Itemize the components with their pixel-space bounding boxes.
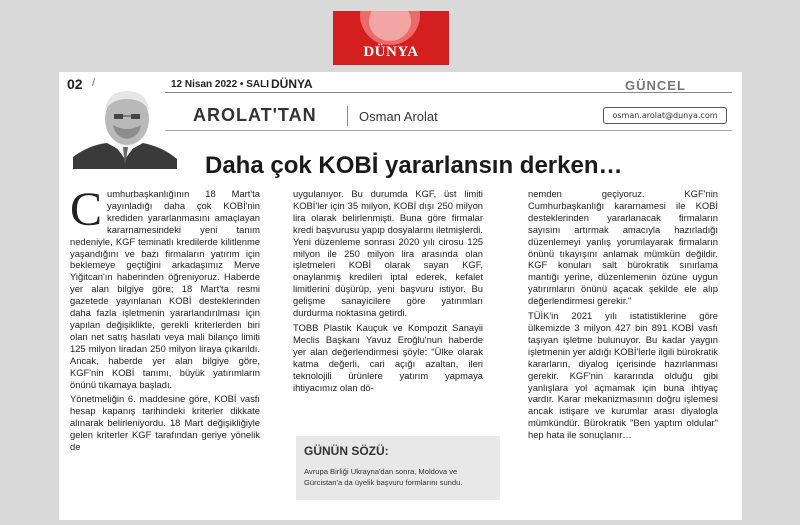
newspaper-page	[59, 72, 742, 520]
page-slash: /	[92, 77, 96, 89]
logo-text: DÜNYA	[363, 44, 419, 60]
article-column-2	[293, 188, 483, 396]
drop-cap: C	[70, 183, 103, 236]
newspaper-name: DÜNYA	[271, 77, 313, 91]
author-email: osman.arolat@dunya.com	[603, 107, 727, 124]
section-name: GÜNCEL	[625, 78, 686, 93]
paragraph: uygulanıyor. Bu durumda KGF, üst limiti KOBİ'ler için 35 milyon, KOBİ dışı 250 milyon lira olarak belirlenmişti. Buna göre firmalar kredi başvurusu yapıp dosyalarını iletmişlerdi. Yeni düzenleme sonrası 2020 yılı cirosu 125 milyon ile 250 milyon lira arasında olan işletmeleri KOBİ olarak sayan KGF, onaylanmış kredileri iptal ederek, kefalet limitlerini düşürüp, yeni başvuru istiyor. Bu gelişme sanayicilere göre yatırımları durdurma noktasına getirdi.	[293, 188, 483, 319]
column-divider	[347, 106, 348, 126]
paragraph: nemden geçiyoruz. KGF'nin Cumhurbaşkanlığı kararnamesi ile KOBİ desteklerinden yararlanacak firmaların sayısını artırmak amacıyla hazırladığı düzenlemeyi yanlış yorumlayarak firmaların önünü tıkayışını anlamak mümkün değildir. KGF konuları salt bürokratik sınırlama mantığı yerine, düzenlemenin özüne uygun yatırımların önünü açacak şekilde ele alıp değerlendirmesi gerekir."	[528, 188, 718, 307]
gunun-sozu-text: Avrupa Birliği Ukrayna'dan sonra, Moldova ve Gürcistan'a da üyelik başvuru formlarını sundu.	[304, 467, 463, 487]
article-headline: Daha çok KOBİ yararlansın derken…	[205, 152, 623, 179]
globe-icon	[360, 11, 420, 45]
paragraph	[70, 183, 260, 390]
header-rule	[165, 92, 732, 93]
paragraph: TÜİK'in 2021 yılı istatistiklerine göre ülkemizde 3 milyon 427 bin 891 KOBİ vasfı taşıyan işletme bulunuyor. Bu kadar yaygın işletmenin yer aldığı KOBİ'lerle ilgili bürokratik kararların, diyalog içerisinde hazırlanması gerekir. KGF'nin kararında olduğu gibi yanlışlara yol açmamak için buna ihtiyaç vardır. Karar mekanizmasının doğru işlemesi ancak istişare ve kurumlar arası diyalogla mümkündür. Bürokratik "Ben yaptım oldular" hep hata ile sonuçlanır…	[528, 310, 718, 441]
author-portrait-icon	[73, 87, 177, 169]
dunya-logo	[333, 11, 449, 65]
page-number: 02	[67, 76, 83, 92]
column-rule	[165, 130, 732, 131]
article-column-3	[528, 188, 718, 444]
gunun-sozu-box	[296, 436, 500, 500]
gunun-sozu-title: GÜNÜN SÖZÜ:	[304, 444, 389, 458]
column-title: AROLAT'TAN	[193, 105, 317, 125]
paragraph-text: umhurbaşkanlığının 18 Mart'ta yayınladığı daha çok KOBİ'nin krediden yararlanmasını amaçlayan kararnamesindeki yeni tanım nedeniyle, KGF teminatlı kredilerde kilitlenme yaşandığını ve bazı firmaların yatırım için beklemeye geçtiğini arkadaşımız Merve Yiğitcan'ın haberinden öğreniyoruz. Haberde yer alan bilgiye göre; 18 Mart'ta resmi gazetede yayınlanan KOBİ desteklerinden daha fazla işletmenin yararlandırılması için yapılan değişiklikte, gerekli kriterlerden biri olan net satış hasılatı veya mali bilanço limiti 125 milyon liradan 250 milyon liraya çıkarıldı. Ancak, haberde yer alan bilgiye göre, KGF'nin KOBİ tanımı, büyük yatırımların önünü tıkamaya başladı.	[70, 188, 260, 390]
author-name: Osman Arolat	[359, 109, 438, 124]
paragraph: Yönetmeliğin 6. maddesine göre, KOBİ vasfı hesap kapanış tarihindeki kriterler dikkate alınarak belirleniyordu. 18 Mart değişikliğiyle gelen kriterler KGF tarafından geriye yönelik de	[70, 393, 260, 453]
issue-date: 12 Nisan 2022 • SALI	[171, 79, 269, 90]
paragraph: TOBB Plastik Kauçuk ve Kompozit Sanayii Meclis Başkanı Yavuz Eroğlu'nun haberde yer alan değerlendirmesi şöyle: "Ülke olarak katma değerli, cari açığı azaltan, ileri teknolojili ürünlere yatırım yapmaya ihtiyacımız olan dö-	[293, 321, 483, 393]
article-column-1	[70, 183, 260, 456]
